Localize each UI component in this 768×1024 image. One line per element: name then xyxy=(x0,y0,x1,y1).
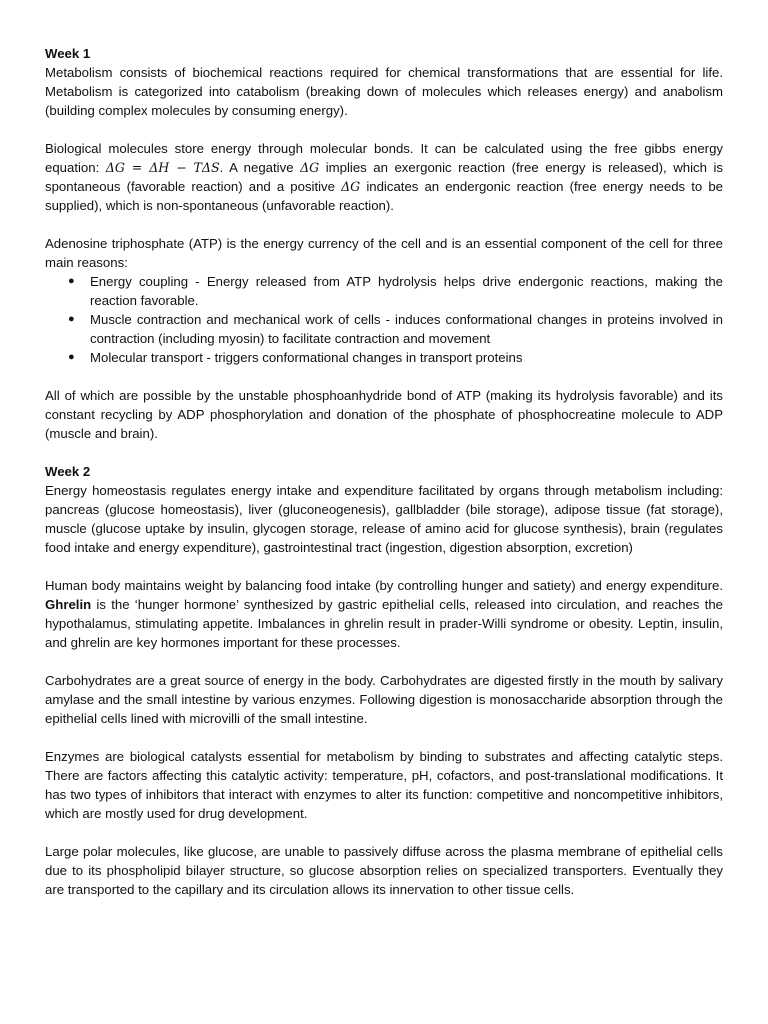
metabolism-paragraph: Metabolism consists of biochemical reactions required for chemical transformations that are essential for life. Metabolism is categorized into catabolism (breaking down of molecules which releases energy) and anabolism (building complex molecules by consuming energy). xyxy=(45,65,723,118)
document-page xyxy=(45,44,723,918)
bullet-icon: ● xyxy=(68,313,75,325)
week-1-heading: Week 1 xyxy=(45,46,91,61)
ghrelin-paragraph xyxy=(45,576,723,652)
atp-intro-paragraph: Adenosine triphosphate (ATP) is the energy currency of the cell and is an essential component of the cell for three main reasons: xyxy=(45,236,723,270)
atp-reasons-list xyxy=(45,272,723,367)
week-2-heading: Week 2 xyxy=(45,464,91,479)
gibbs-text-3: implies an exergonic reaction (free energy is released), which is spontaneous (favorable reaction) and a positive xyxy=(45,160,723,194)
gibbs-text-2: . A negative xyxy=(219,160,301,175)
list-item xyxy=(68,348,723,367)
list-item xyxy=(68,310,723,348)
atp-bond-paragraph: All of which are possible by the unstable phosphoanhydride bond of ATP (making its hydrolysis favorable) and its constant recycling by ADP phosphorylation and donation of the phosphate of phosphocreatine molecule to ADP (muscle and brain). xyxy=(45,388,723,441)
enzymes-paragraph: Enzymes are biological catalysts essential for metabolism by binding to substrates and affecting catalytic steps. There are factors affecting this catalytic activity: temperature, pH, cofactors, and post-translational modifications. It has two types of inhibitors that interact with enzymes to alter its function: competitive and noncompetitive inhibitors, which are mostly used for drug development. xyxy=(45,749,723,821)
list-item xyxy=(68,272,723,310)
list-item-text: Muscle contraction and mechanical work of cells - induces conformational changes in proteins involved in contraction (including myosin) to facilitate contraction and movement xyxy=(90,312,723,346)
delta-g-symbol: ΔG xyxy=(300,160,320,175)
glucose-transport-paragraph: Large polar molecules, like glucose, are unable to passively diffuse across the plasma membrane of epithelial cells due to its phospholipid bilayer structure, so glucose absorption relies on specialized transporters. Eventually they are transported to the capillary and its circulation allows its innervation to other tissue cells. xyxy=(45,844,723,897)
bullet-icon: ● xyxy=(68,351,75,363)
gibbs-text-4: indicates an endergonic reaction (free energy needs to be supplied), which is non-spontaneous (unfavorable reaction). xyxy=(45,179,723,213)
ghrelin-text-1: Human body maintains weight by balancing food intake (by controlling hunger and satiety) and energy expenditure. xyxy=(45,578,723,593)
ghrelin-term: Ghrelin xyxy=(45,597,92,612)
ghrelin-text-2: is the ‘hunger hormone’ synthesized by gastric epithelial cells, released into circulation, and reaches the hypothalamus, stimulating appetite. Imbalances in ghrelin result in prader-Willi syndrome or obesity. Leptin, insulin, and ghrelin are key hormones important for these processes. xyxy=(45,597,723,650)
list-item-text: Energy coupling - Energy released from ATP hydrolysis helps drive endergonic reactions, making the reaction favorable. xyxy=(90,274,723,308)
carbohydrates-paragraph: Carbohydrates are a great source of energy in the body. Carbohydrates are digested firstly in the mouth by salivary amylase and the small intestine by various enzymes. Following digestion is monosaccharide absorption through the epithelial cells lined with microvilli of the small intestine. xyxy=(45,673,723,726)
gibbs-energy-paragraph xyxy=(45,139,723,215)
energy-homeostasis-paragraph: Energy homeostasis regulates energy intake and expenditure facilitated by organs through metabolism including: pancreas (glucose homeostasis), liver (gluconeogenesis), gallbladder (bile storage), adipose tissue (fat storage), muscle (glucose uptake by insulin, glycogen storage, release of amino acid for glucose synthesis), brain (regulates food intake and energy expenditure), gastrointestinal tract (ingestion, digestion absorption, excretion) xyxy=(45,483,723,555)
list-item-text: Molecular transport - triggers conformational changes in transport proteins xyxy=(90,350,523,365)
gibbs-equation: ΔG = ΔH − TΔS xyxy=(105,160,220,175)
bullet-icon: ● xyxy=(68,275,75,287)
gibbs-text-1: Biological molecules store energy through molecular bonds. It can be calculated using the free gibbs energy equation: xyxy=(45,141,723,175)
delta-g-symbol: ΔG xyxy=(341,179,361,194)
